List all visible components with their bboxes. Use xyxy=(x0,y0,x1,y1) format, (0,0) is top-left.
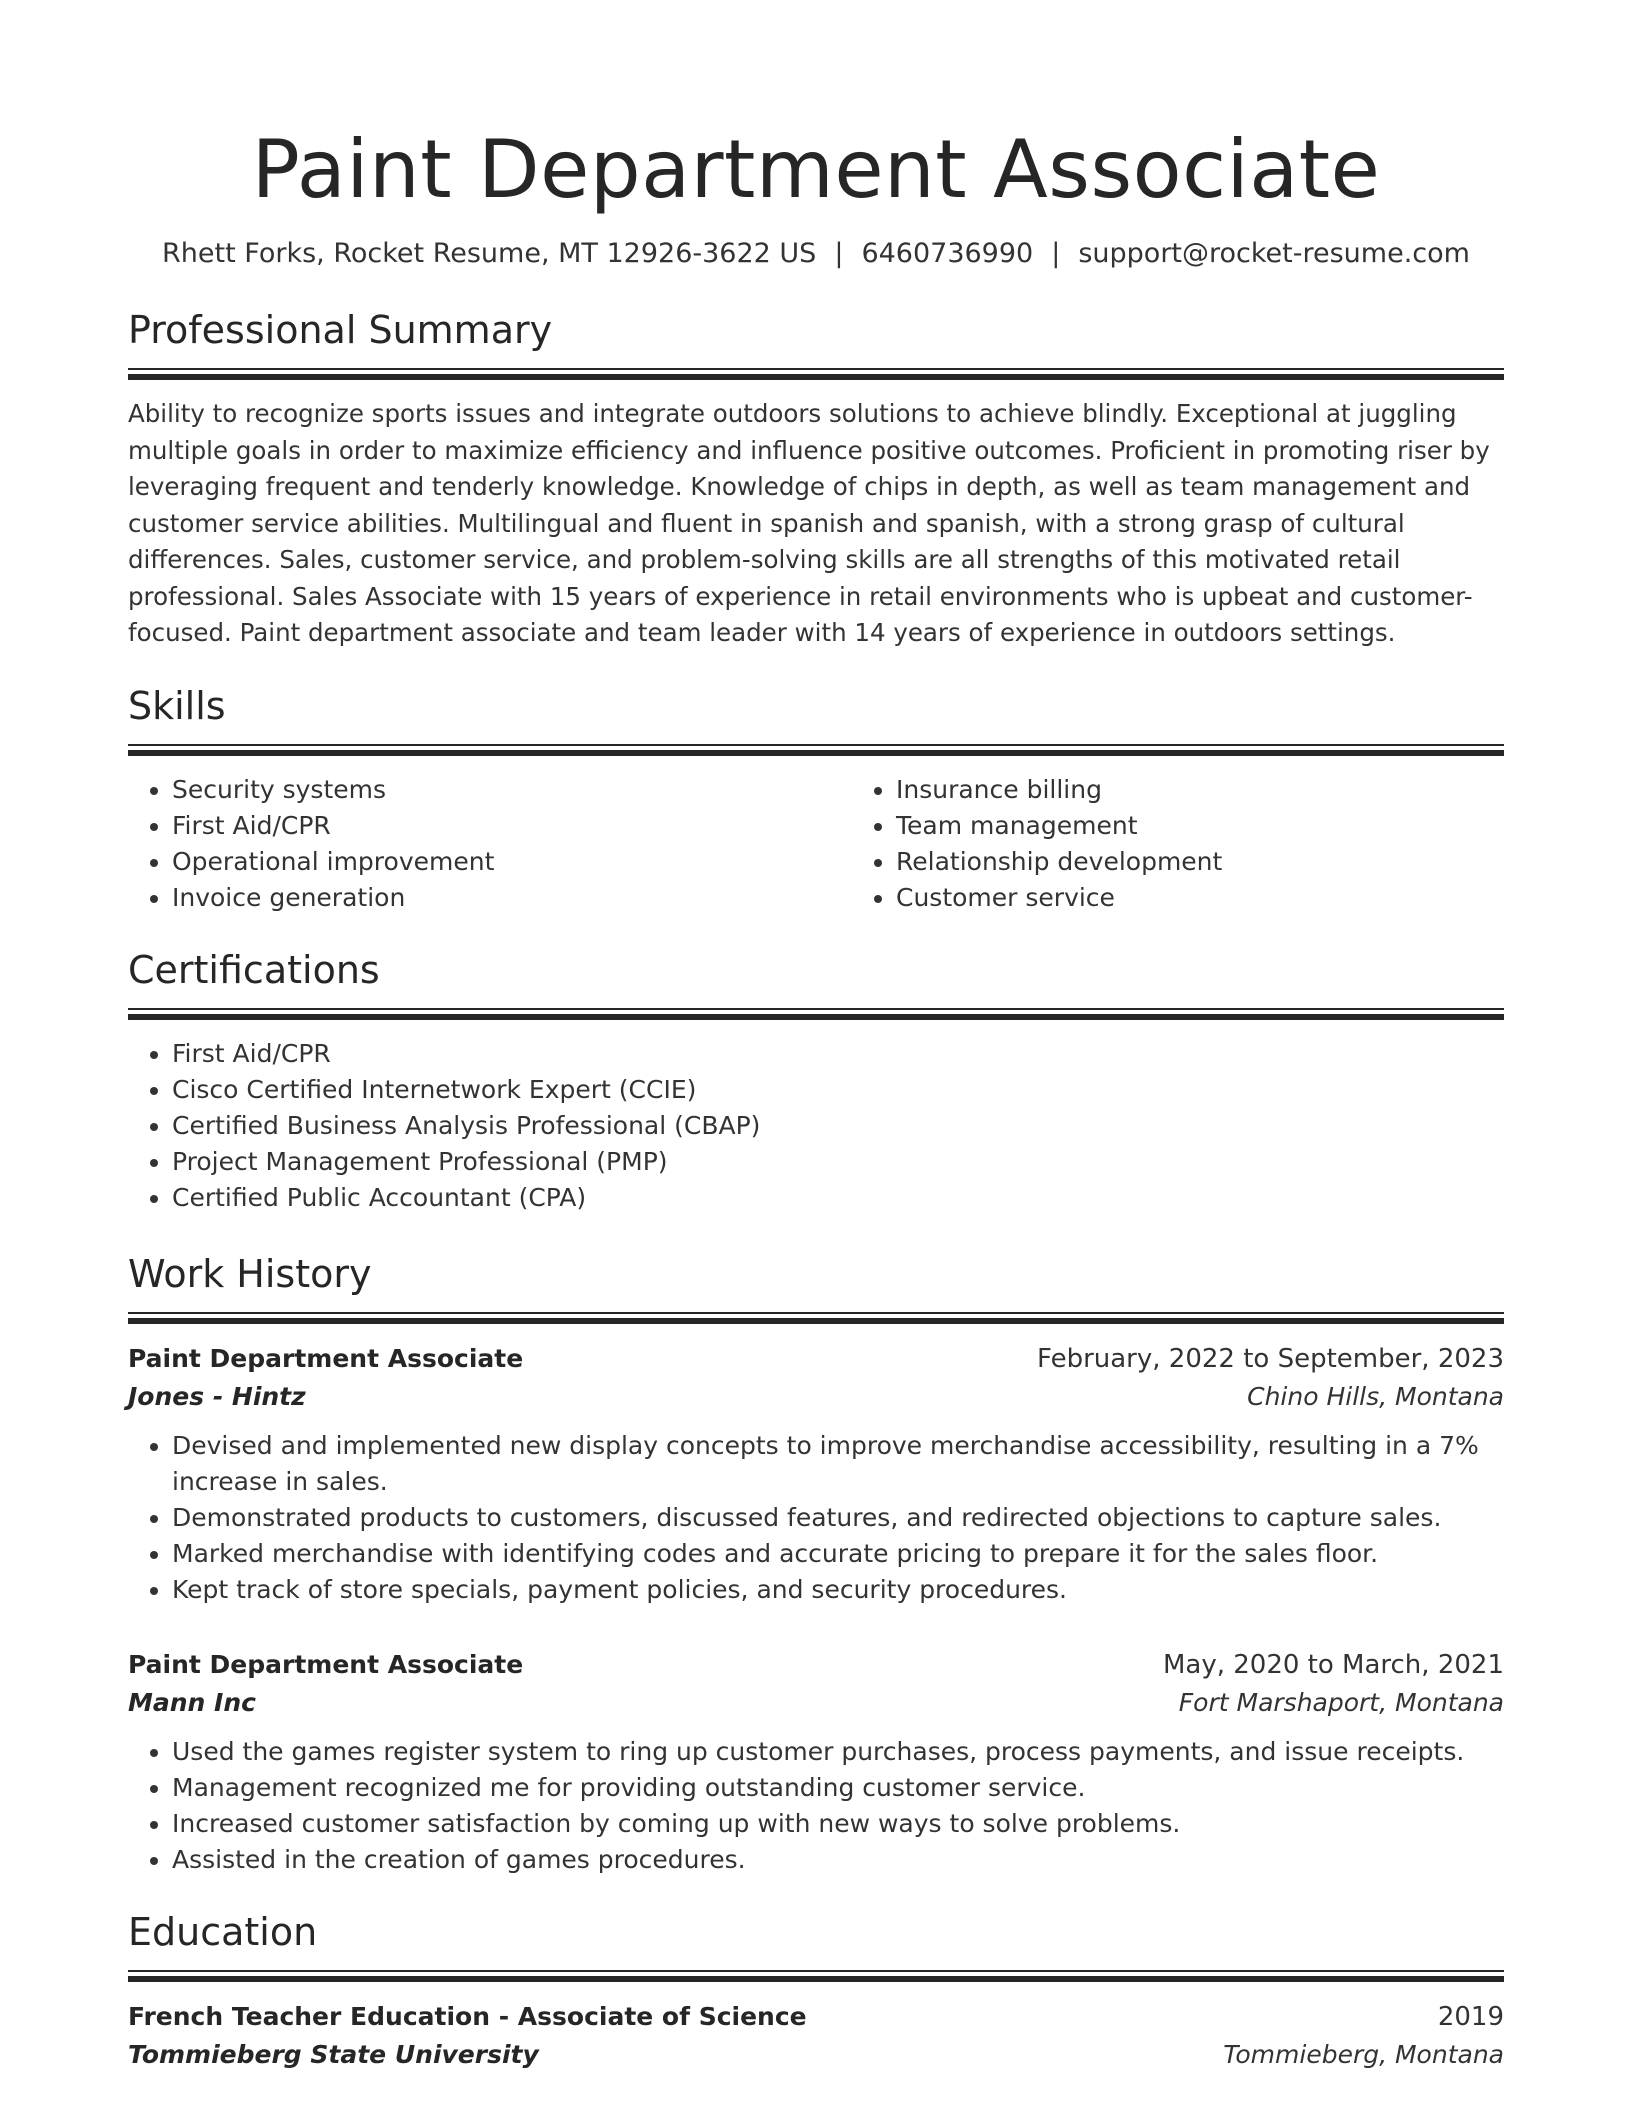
job-header-row xyxy=(128,1646,1504,1684)
section-title-work-history: Work History xyxy=(128,1251,372,1296)
education-degree: French Teacher Education - Associate of Science xyxy=(128,2001,807,2031)
job-bullet: • Management recognized me for providing outstanding customer service. xyxy=(172,1770,1504,1806)
contact-address: Rhett Forks, Rocket Resume, MT 12926-3622 US xyxy=(162,238,817,269)
job-title: Paint Department Associate xyxy=(128,1343,524,1373)
job-employer-row xyxy=(128,1684,1504,1722)
summary-section xyxy=(128,306,1504,652)
education-school-row xyxy=(128,2036,1504,2074)
section-rule-thin xyxy=(128,368,1504,370)
section-title-certifications: Certifications xyxy=(128,947,380,992)
skill-item: • Team management xyxy=(896,808,1576,844)
section-rule-thin xyxy=(128,1970,1504,1972)
certification-item: • Project Management Professional (PMP) xyxy=(172,1144,1504,1180)
section-rule-thick xyxy=(128,1318,1504,1324)
certification-item: • Certified Public Accountant (CPA) xyxy=(172,1180,1504,1216)
job-bullet: • Assisted in the creation of games procedures. xyxy=(172,1842,1504,1878)
certification-item: • Cisco Certified Internetwork Expert (CCIE) xyxy=(172,1072,1504,1108)
job-location: Chino Hills, Montana xyxy=(1247,1381,1504,1411)
section-rule-thin xyxy=(128,1008,1504,1010)
section-rule-thin xyxy=(128,1312,1504,1314)
section-rule-thick xyxy=(128,1014,1504,1020)
certification-item: • Certified Business Analysis Professional (CBAP) xyxy=(172,1108,1504,1144)
job-bullet: • Devised and implemented new display concepts to improve merchandise accessibility, resulting in a 7% increase in sales. xyxy=(172,1428,1504,1500)
job-bullet: • Kept track of store specials, payment policies, and security procedures. xyxy=(172,1572,1504,1608)
contact-phone[interactable]: 6460736990 xyxy=(861,238,1034,269)
section-rule-thick xyxy=(128,374,1504,380)
job-dates: February, 2022 to September, 2023 xyxy=(1037,1343,1504,1374)
job-employer: Mann Inc xyxy=(128,1687,256,1717)
skills-grid xyxy=(128,772,1504,916)
skills-section xyxy=(128,682,1504,916)
job-bullet: • Increased customer satisfaction by coming up with new ways to solve problems. xyxy=(172,1806,1504,1842)
contact-separator: | xyxy=(1051,238,1061,269)
section-rule-thick xyxy=(128,1976,1504,1982)
contact-separator: | xyxy=(834,238,844,269)
education-school: Tommieberg State University xyxy=(128,2039,539,2069)
candidate-name: Paint Department Associate xyxy=(251,123,1381,216)
skill-item: • Insurance billing xyxy=(896,772,1576,808)
job-employer-row xyxy=(128,1378,1504,1416)
job-location: Fort Marshaport, Montana xyxy=(1178,1687,1504,1717)
summary-text: Ability to recognize sports issues and integrate outdoors solutions to achieve blindly. Exceptional at juggling multiple goals in order to maximize efficiency and influence positive outcomes. Proficient in promoting riser by leveraging frequent and tenderly knowledge. Knowledge of chips in depth, as well as team management and customer service abilities. Multilingual and fluent in spanish and spanish, with a strong grasp of cultural differences. Sales, customer service, and problem-solving skills are all strengths of this motivated retail professional. Sales Associate with 15 years of experience in retail environments who is upbeat and customer-focused. Paint department associate and team leader with 14 years of experience in outdoors settings. xyxy=(128,399,1490,647)
job-bullets xyxy=(128,1428,1504,1608)
skill-item: • Operational improvement xyxy=(172,844,852,880)
skill-item: • Security systems xyxy=(172,772,852,808)
resume-content xyxy=(128,122,1504,2074)
job-header-row xyxy=(128,1340,1504,1378)
skills-list-left xyxy=(128,772,852,916)
section-title-summary: Professional Summary xyxy=(128,308,553,352)
job-entry xyxy=(128,1646,1504,1878)
section-title-education: Education xyxy=(128,1909,318,1954)
education-entry xyxy=(128,1998,1504,2074)
education-year: 2019 xyxy=(1437,2001,1504,2032)
education-location: Tommieberg, Montana xyxy=(1223,2039,1504,2069)
skill-item: • Customer service xyxy=(896,880,1576,916)
job-bullet: • Marked merchandise with identifying codes and accurate pricing to prepare it for the sales floor. xyxy=(172,1536,1504,1572)
education-section xyxy=(128,1908,1504,2074)
contact-email[interactable]: support@rocket-resume.com xyxy=(1078,238,1470,269)
job-employer: Jones - Hintz xyxy=(128,1381,306,1411)
skill-item: • First Aid/CPR xyxy=(172,808,852,844)
education-header-row xyxy=(128,1998,1504,2036)
section-rule-thin xyxy=(128,744,1504,746)
job-bullets xyxy=(128,1734,1504,1878)
skills-list-right xyxy=(852,772,1576,916)
job-entry xyxy=(128,1340,1504,1608)
job-dates: May, 2020 to March, 2021 xyxy=(1162,1649,1504,1680)
certifications-section xyxy=(128,946,1504,1216)
skill-item: • Invoice generation xyxy=(172,880,852,916)
skill-item: • Relationship development xyxy=(896,844,1576,880)
section-rule-thick xyxy=(128,750,1504,756)
work-history-section xyxy=(128,1250,1504,1878)
section-title-skills: Skills xyxy=(128,683,226,728)
certification-item: • First Aid/CPR xyxy=(172,1036,1504,1072)
contact-line xyxy=(128,236,1504,272)
job-title: Paint Department Associate xyxy=(128,1649,524,1679)
certifications-list xyxy=(128,1036,1504,1216)
job-bullet: • Used the games register system to ring up customer purchases, process payments, and issue receipts. xyxy=(172,1734,1504,1770)
job-bullet: • Demonstrated products to customers, discussed features, and redirected objections to capture sales. xyxy=(172,1500,1504,1536)
